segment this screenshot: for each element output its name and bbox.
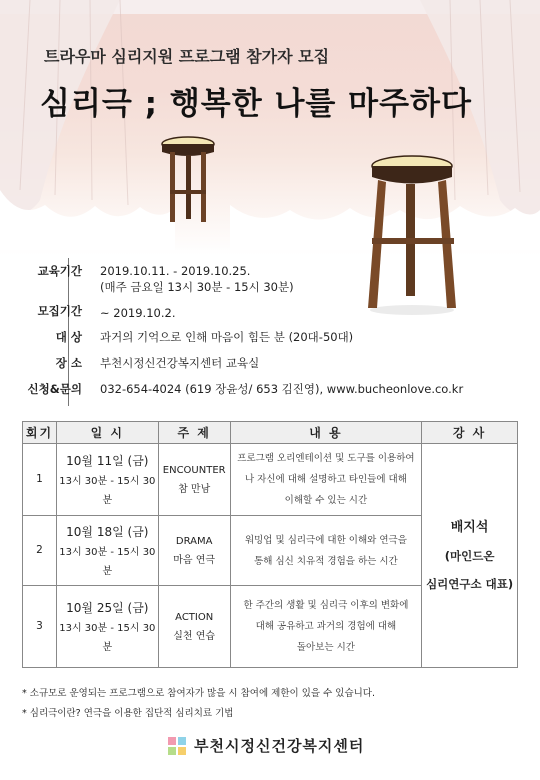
poster-subtitle: 트라우마 심리지원 프로그램 참가자 모집 bbox=[44, 47, 330, 66]
contact-value: 032-654-4024 (619 장윤성/ 653 김진영), www.bucheonlove.co.kr bbox=[100, 382, 464, 396]
notes-section bbox=[22, 684, 375, 724]
place-label: 장 소 bbox=[55, 356, 82, 370]
session-content bbox=[230, 516, 422, 586]
header-session: 회기 bbox=[23, 422, 57, 444]
theme-en: DRAMA bbox=[175, 535, 213, 547]
content-line: 한 주간의 생활 및 심리극 이후의 변화에 bbox=[243, 600, 409, 611]
period-value bbox=[100, 263, 294, 295]
session-date bbox=[56, 516, 158, 586]
content-line: 대해 공유하고 과거의 경험에 대해 bbox=[255, 621, 397, 632]
content-line: 통해 심신 치유적 경험을 하는 시간 bbox=[254, 555, 398, 567]
note-capacity: * 소규모로 운영되는 프로그램으로 참여자가 많을 시 참여에 제한이 있을 수 있습니다. bbox=[22, 688, 376, 699]
place-value: 부천시정신건강복지센터 교육실 bbox=[100, 356, 260, 370]
instructor-org-line2: 심리연구소 대표) bbox=[426, 576, 514, 591]
session-theme bbox=[158, 586, 230, 668]
footer bbox=[168, 735, 364, 756]
period-line1: 2019.10.11. - 2019.10.25. bbox=[100, 264, 251, 278]
center-logo-icon bbox=[168, 737, 186, 755]
session-time: 13시 30분 - 15시 30분 bbox=[59, 546, 156, 577]
session-date bbox=[56, 586, 158, 668]
info-row-place bbox=[22, 355, 522, 371]
header-datetime: 일 시 bbox=[56, 422, 158, 444]
info-row-period bbox=[22, 263, 522, 295]
session-number: 2 bbox=[23, 516, 57, 586]
content-line: 이해할 수 있는 시간 bbox=[284, 495, 368, 506]
theme-en: ENCOUNTER bbox=[162, 464, 226, 476]
session-time: 13시 30분 - 15시 30분 bbox=[59, 622, 156, 653]
small-stool-icon bbox=[162, 137, 214, 222]
session-content bbox=[230, 444, 422, 516]
header-content: 내 용 bbox=[230, 422, 422, 444]
content-line: 나 자신에 대해 설명하고 타인들에 대해 bbox=[244, 474, 407, 485]
contact-label: 신청&문의 bbox=[27, 382, 82, 396]
content-line: 워밍업 및 심리극에 대한 이해와 연극을 bbox=[244, 534, 407, 546]
session-day: 10월 11일 (금) bbox=[66, 453, 149, 468]
org-name: 부천시정신건강복지센터 bbox=[194, 737, 365, 755]
recruit-value: ~ 2019.10.2. bbox=[100, 306, 176, 320]
theme-ko: 실천 연습 bbox=[173, 630, 216, 642]
session-time: 13시 30분 - 15시 30분 bbox=[59, 475, 156, 506]
theme-en: ACTION bbox=[175, 611, 214, 623]
table-header-row bbox=[23, 422, 518, 444]
session-number: 3 bbox=[23, 586, 57, 668]
session-day: 10월 18일 (금) bbox=[66, 524, 149, 539]
table-row bbox=[23, 444, 518, 516]
poster-title: 심리극 ; 행복한 나를 마주하다 bbox=[40, 86, 472, 122]
session-date bbox=[56, 444, 158, 516]
info-row-contact bbox=[22, 381, 522, 397]
content-line: 돌아보는 시간 bbox=[296, 642, 355, 653]
content-line: 프로그램 오리엔테이션 및 도구를 이용하여 bbox=[237, 453, 415, 464]
session-theme bbox=[158, 516, 230, 586]
instructor-name: 배지석 bbox=[450, 519, 489, 535]
session-content bbox=[230, 586, 422, 668]
header-instructor: 강 사 bbox=[422, 422, 518, 444]
session-number: 1 bbox=[23, 444, 57, 516]
info-row-recruit bbox=[22, 303, 522, 321]
period-label: 교육기간 bbox=[37, 264, 82, 278]
header-theme: 주 제 bbox=[158, 422, 230, 444]
theme-ko: 참 만남 bbox=[178, 483, 211, 495]
instructor-org-line1: (마인드온 bbox=[444, 548, 495, 563]
theme-ko: 마음 연극 bbox=[173, 554, 216, 566]
target-label: 대 상 bbox=[55, 330, 82, 344]
period-line2: (매주 금요일 13시 30분 - 15시 30분) bbox=[100, 280, 294, 294]
session-day: 10월 25일 (금) bbox=[66, 600, 149, 615]
session-theme bbox=[158, 444, 230, 516]
note-definition: * 심리극이란? 연극을 이용한 집단적 심리치료 기법 bbox=[22, 708, 234, 719]
info-row-target bbox=[22, 329, 522, 345]
recruit-label: 모집기간 bbox=[37, 304, 82, 318]
instructor-cell bbox=[422, 444, 518, 668]
target-value: 과거의 기억으로 인해 마음이 힘든 분 (20대-50대) bbox=[100, 330, 354, 344]
info-section bbox=[22, 258, 522, 397]
schedule-table bbox=[22, 421, 518, 668]
